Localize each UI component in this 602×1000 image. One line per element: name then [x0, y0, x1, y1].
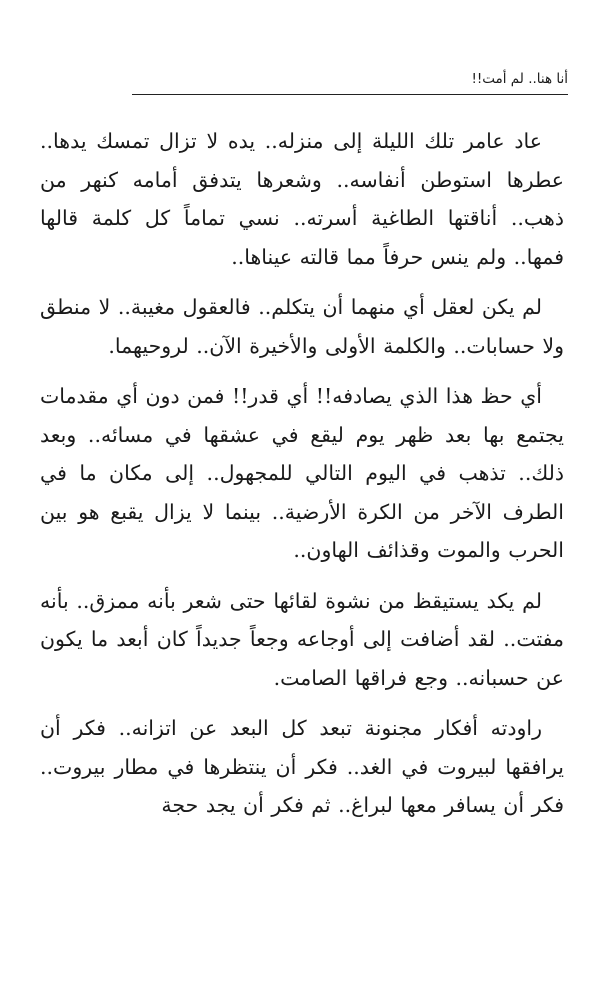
paragraph: لم يكن لعقل أي منهما أن يتكلم.. فالعقول مغيبة.. لا منطق ولا حسابات.. والكلمة الأولى والأخيرة الآن.. لروحيهما. — [40, 295, 564, 358]
running-title: أنا هنا.. لم أمت!! — [471, 71, 568, 87]
body-text — [40, 122, 564, 837]
running-header — [132, 68, 568, 95]
paragraph: أي حظ هذا الذي يصادفه!! أي قدر!! فمن دون أي مقدمات يجتمع بها بعد ظهر يوم ليقع في عشقها في مسائه.. وبعد ذلك.. تذهب في اليوم التالي للمجهول.. إلى مكان ما في الطرف الآخر من الكرة الأرضية.. بينما لا يزال يقبع هو بين الحرب والموت وقذائف الهاون.. — [40, 384, 564, 562]
paragraph: راودته أفكار مجنونة تبعد كل البعد عن اتزانه.. فكر أن يرافقها لبيروت في الغد.. فكر أن ينتظرها في مطار بيروت.. فكر أن يسافر معها لبراغ.. ثم فكر أن يجد حجة — [40, 716, 564, 817]
paragraph: عاد عامر تلك الليلة إلى منزله.. يده لا تزال تمسك يدها.. عطرها استوطن أنفاسه.. وشعرها يتدفق أمامه كنهر من ذهب.. أناقتها الطاغية أسرته.. نسي تماماً كل كلمة قالها فمها.. ولم ينس حرفاً مما قالته عيناها.. — [40, 129, 564, 269]
paragraph: لم يكد يستيقظ من نشوة لقائها حتى شعر بأنه ممزق.. بأنه مفتت.. لقد أضافت إلى أوجاعه وجعاً جديداً كان أبعد ما يكون عن حسبانه.. وجع فراقها الصامت. — [40, 588, 564, 690]
